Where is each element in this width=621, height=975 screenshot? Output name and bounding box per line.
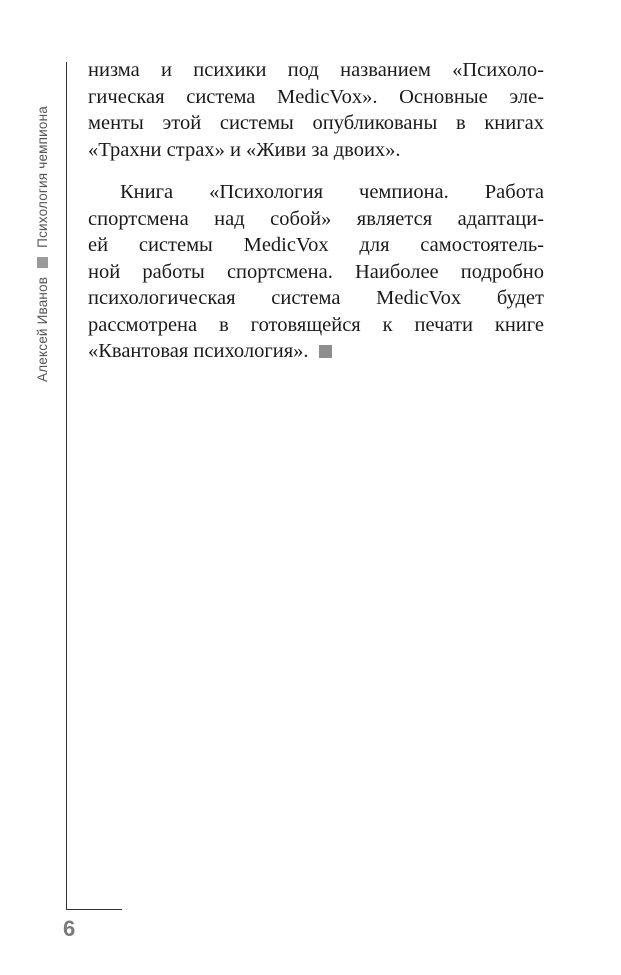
text-line-final: [88, 338, 544, 365]
paragraph-2: [88, 179, 544, 365]
running-head-book-title: Психология чемпиона: [34, 106, 50, 248]
final-line-text: «Квантовая психология».: [88, 340, 309, 362]
text-line: менты этой системы опубликованы в книгах: [88, 112, 544, 134]
margin-vertical-rule: [66, 62, 67, 910]
running-head-author: Алексей Иванов: [34, 276, 50, 382]
footer-horizontal-rule: [66, 909, 122, 910]
end-of-text-square-icon: [319, 345, 332, 358]
text-line: рассмотрена в готовящейся к печати книге: [88, 313, 544, 336]
paragraph-1: [88, 57, 544, 163]
page-number: 6: [63, 916, 76, 941]
body-text: [88, 57, 544, 365]
text-line: гическая система MedicVox». Основные эле-: [88, 85, 544, 108]
running-head-separator-square: [37, 257, 48, 268]
text-line: психологическая система MedicVox будет: [88, 287, 544, 309]
text-line: Книга «Психология чемпиона. Работа: [120, 181, 544, 203]
text-line: спортсмена над собой» является адаптаци-: [88, 207, 544, 230]
text-line: «Трахни страх» и «Живи за двоих».: [88, 138, 401, 161]
text-line: низма и психики под названием «Психоло-: [88, 59, 544, 81]
text-line: ной работы спортсмена. Наиболее подробно: [88, 260, 544, 283]
running-head: [32, 52, 52, 382]
text-line: ей системы MedicVox для самостоятель-: [88, 234, 544, 256]
